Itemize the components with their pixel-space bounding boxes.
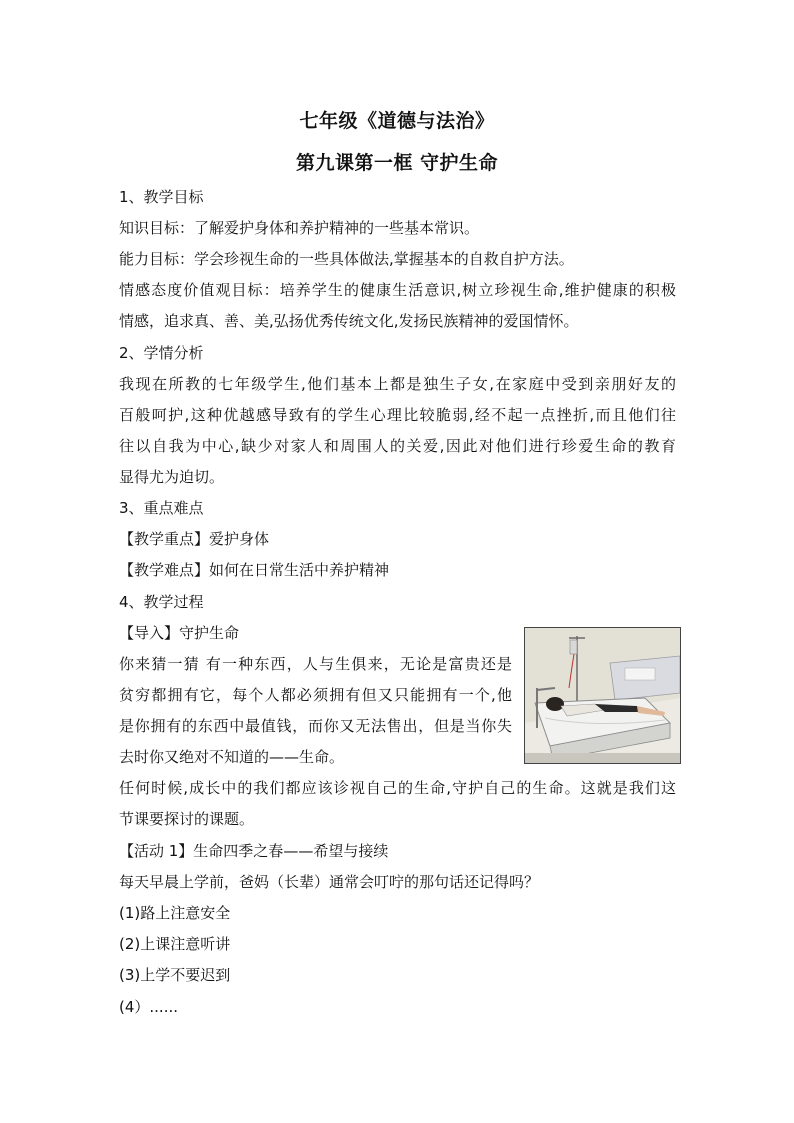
paragraph-line: 是你拥有的东西中最值钱，而你又无法售出，但是当你失	[119, 717, 512, 735]
list-item: (1)路上注意安全	[119, 904, 231, 922]
paragraph-line: 【导入】守护生命	[119, 624, 240, 642]
section-heading-key-points: 3、重点难点	[119, 499, 204, 517]
paragraph-line: 节课要探讨的课题。	[119, 810, 255, 828]
paragraph-line: 往以自我为中心,缺少对家人和周围人的关爱,因此对他们进行珍爱生命的教育	[119, 437, 676, 455]
section-heading-goals: 1、教学目标	[119, 188, 204, 206]
paragraph-line: 任何时候,成长中的我们都应该诊视自己的生命,守护自己的生命。这就是我们这	[119, 779, 676, 797]
document-title: 七年级《道德与法治》	[299, 110, 495, 132]
hospital-bed-drawing	[525, 628, 680, 763]
paragraph-line: 知识目标：了解爱护身体和养护精神的一些基本常识。	[119, 219, 480, 237]
paragraph-line: 贫穷都拥有它，每个人都必须拥有但又只能拥有一个,他	[119, 686, 512, 704]
list-item: (2)上课注意听讲	[119, 935, 231, 953]
paragraph-line: 【活动 1】生命四季之春——希望与接续	[119, 842, 389, 860]
paragraph-line: 每天早晨上学前，爸妈（长辈）通常会叮咛的那句话还记得吗？	[119, 873, 540, 891]
lesson-subtitle: 第九课第一框 守护生命	[295, 152, 499, 174]
paragraph-line: 去时你又绝对不知道的——生命。	[119, 748, 345, 766]
paragraph-line: 你来猜一猜 有一种东西，人与生俱来，无论是富贵还是	[119, 655, 512, 673]
list-item: (3)上学不要迟到	[119, 966, 231, 984]
section-heading-process: 4、教学过程	[119, 593, 204, 611]
paragraph-line: 情感态度价值观目标：培养学生的健康生活意识,树立珍视生命,维护健康的积极	[119, 281, 676, 299]
paragraph-line: 我现在所教的七年级学生,他们基本上都是独生子女,在家庭中受到亲朋好友的	[119, 375, 676, 393]
list-item: (4）......	[119, 998, 179, 1016]
paragraph-line: 显得尤为迫切。	[119, 468, 225, 486]
hospital-bed-illustration	[524, 627, 681, 764]
section-heading-analysis: 2、学情分析	[119, 344, 204, 362]
paragraph-line: 【教学重点】爱护身体	[119, 530, 270, 548]
paragraph-line: 情感，追求真、善、美,弘扬优秀传统文化,发扬民族精神的爱国情怀。	[119, 312, 579, 330]
paragraph-line: 百般呵护,这种优越感导致有的学生心理比较脆弱,经不起一点挫折,而且他们往	[119, 406, 676, 424]
paragraph-line: 【教学难点】如何在日常生活中养护精神	[119, 561, 390, 579]
paragraph-line: 能力目标：学会珍视生命的一些具体做法,掌握基本的自救自护方法。	[119, 250, 574, 268]
